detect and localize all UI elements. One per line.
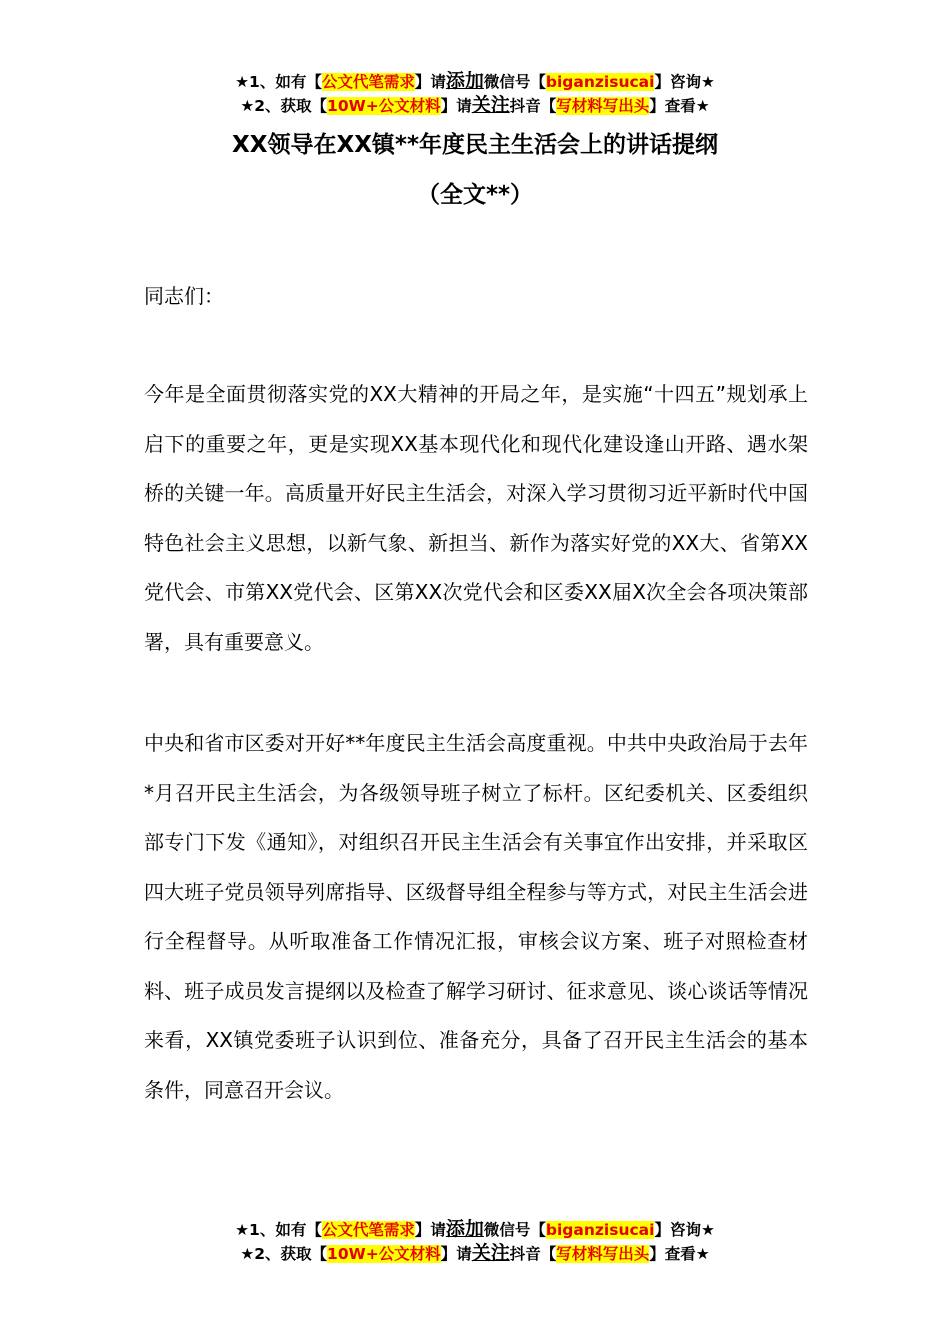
promo-line-2 [0, 94, 950, 118]
promo-highlight: 10W+公文材料 [327, 97, 441, 115]
body-paragraph-2: 中央和省市区委对开好**年度民主生活会高度重视。中共中央政治局于去年*月召开民主生活会，为各级领导班子树立了标杆。区纪委机关、区委组织部专门下发《通知》，对组织召开民主生活会有关事宜作出安排，并采取区四大班子党员领导列席指导、区级督导组全程参与等方式，对民主生活会进行全程督导。从听取准备工作情况汇报，审核会议方案、班子对照检查材料、班子成员发言提纲以及检查了解学习研讨、征求意见、谈心谈话等情况来看，XX镇党委班子认识到位、准备充分，具备了召开民主生活会的基本条件，同意召开会议。 [144, 731, 808, 1102]
promo-highlight: 10W+公文材料 [327, 1245, 441, 1263]
document-subtitle: （全文**） [416, 182, 534, 208]
promo-text: 抖音【 [509, 97, 557, 115]
promo-text: ★2、获取【 [240, 1245, 328, 1263]
promo-emphasis: 关注 [471, 1242, 510, 1264]
promo-text: 抖音【 [509, 1245, 557, 1263]
promo-text: 】查看★ [649, 97, 710, 115]
promo-highlight: biganzisucai [545, 1221, 655, 1239]
promo-banner-bottom [0, 1218, 950, 1266]
promo-text: 】请 [414, 73, 446, 91]
promo-text: 】请 [414, 1221, 446, 1239]
promo-text: ★1、如有【 [235, 73, 322, 91]
promo-text: 】咨询★ [654, 73, 715, 91]
promo-text: 】请 [440, 97, 472, 115]
promo-text: 微信号【 [483, 1221, 546, 1239]
promo-line-1 [0, 70, 950, 94]
promo-emphasis: 添加 [445, 1218, 484, 1240]
promo-emphasis: 添加 [445, 70, 484, 92]
promo-line-2 [0, 1242, 950, 1266]
greeting: 同志们： [144, 284, 224, 308]
body-paragraph-1: 今年是全面贯彻落实党的XX大精神的开局之年，是实施“十四五”规划承上启下的重要之年，更是实现XX基本现代化和现代化建设逢山开路、遇水架桥的关键一年。高质量开好民主生活会，对深入学习贯彻习近平新时代中国特色社会主义思想，以新气象、新担当、新作为落实好党的XX大、省第XX党代会、市第XX党代会、区第XX次党代会和区委XX届X次全会各项决策部署，具有重要意义。 [144, 382, 808, 654]
promo-highlight: 写材料写出头 [556, 1245, 650, 1263]
promo-banner-top [0, 70, 950, 118]
promo-text: ★2、获取【 [240, 97, 328, 115]
document-title: XX领导在XX镇**年度民主生活会上的讲话提纲 [232, 132, 718, 158]
promo-text: ★1、如有【 [235, 1221, 322, 1239]
promo-emphasis: 关注 [471, 94, 510, 116]
promo-line-1 [0, 1218, 950, 1242]
promo-highlight: 公文代笔需求 [321, 1221, 415, 1239]
promo-highlight: 写材料写出头 [556, 97, 650, 115]
promo-highlight: 公文代笔需求 [321, 73, 415, 91]
promo-text: 】请 [440, 1245, 472, 1263]
promo-highlight: biganzisucai [545, 73, 655, 91]
promo-text: 微信号【 [483, 73, 546, 91]
promo-text: 】咨询★ [654, 1221, 715, 1239]
promo-text: 】查看★ [649, 1245, 710, 1263]
